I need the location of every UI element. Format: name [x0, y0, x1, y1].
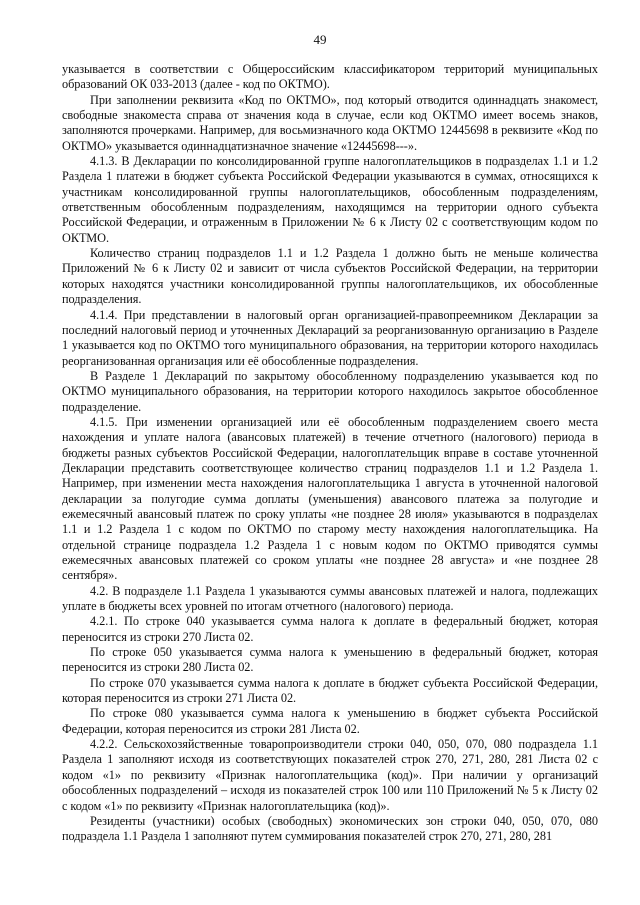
paragraph-4-2: 4.2. В подразделе 1.1 Раздела 1 указываются суммы авансовых платежей и налога, подлежащих уплате в бюджеты всех уровней по итогам отчетного (налогового) периода.: [62, 583, 598, 614]
paragraph-line-050: По строке 050 указывается сумма налога к уменьшению в федеральный бюджет, которая переносится из строки 280 Листа 02.: [62, 645, 598, 675]
paragraph-oktmo-fill-rule: При заполнении реквизита «Код по ОКТМО», под который отводится одиннадцать знакомест, свободные знакоместа справа от значения кода в случае, если код ОКТМО имеет восемь знаков, заполняются прочерками. Например, для восьмизначного кода ОКТМО 12445698 в реквизите «Код по ОКТМО» указывается одиннадцатизначное значение «12445698---».: [62, 92, 598, 153]
paragraph-line-070: По строке 070 указывается сумма налога к доплате в бюджет субъекта Российской Федерации, которая переносится из строки 271 Листа 02.: [62, 675, 598, 706]
paragraph-4-2-2: 4.2.2. Сельскохозяйственные товаропроизводители строки 040, 050, 070, 080 подраздела 1.1 Раздела 1 заполняют исходя из соответствующих показателей строк 270, 271, 280, 281 Листа 02 с кодом «1» по реквизиту «Признак налогоплательщика (код)». При наличии у организаций обособленных подразделений – исходя из показателей строк 100 или 110 Приложений № 5 к Листу 02 с кодом «1» по реквизиту «Признак налогоплательщика (код)».: [62, 737, 598, 813]
paragraph-okato-continuation: указывается в соответствии с Общероссийским классификатором территорий муниципальных образований ОК 033-2013 (далее - код по ОКТМО).: [62, 62, 598, 92]
paragraph-line-080: По строке 080 указывается сумма налога к уменьшению в бюджет субъекта Российской Федерации, которая переносится из строки 281 Листа 02.: [62, 706, 598, 736]
paragraph-4-1-3: 4.1.3. В Декларации по консолидированной группе налогоплательщиков в подразделах 1.1 и 1.2 Раздела 1 платежи в бюджет субъекта Российской Федерации указываются в суммах, относящихся к участникам консолидированной группы налогоплательщиков, обособленным подразделениям, ответственным обособленным подразделениям, находящимся на территории одного субъекта Российской Федерации, и отраженным в Приложении № 6 к Листу 02 с соответствующим кодом по ОКТМО.: [62, 154, 598, 245]
paragraph-residents-sez: Резиденты (участники) особых (свободных) экономических зон строки 040, 050, 070, 080 подраздела 1.1 Раздела 1 заполняют путем суммирования показателей строк 270, 271, 280, 281: [62, 813, 598, 844]
document-body: [62, 62, 598, 845]
page-number: 49: [313, 32, 327, 47]
paragraph-page-count: Количество страниц подразделов 1.1 и 1.2 Раздела 1 должно быть не меньше количества Приложений № 6 к Листу 02 и зависит от числа субъектов Российской Федерации, на территории которых находятся участники консолидированной группы налогоплательщиков, их обособленные подразделения.: [62, 246, 598, 307]
paragraph-4-1-5: 4.1.5. При изменении организацией или её обособленным подразделением своего места нахождения и уплате налога (авансовых платежей) в течение отчетного (налогового) периода в бюджеты разных субъектов Российской Федерации, налогоплательщик вправе в составе уточненной Декларации представить соответствующее количество страниц подразделов 1.1 и 1.2 Раздела 1. Например, при изменении места нахождения налогоплательщика 1 августа в уточненной налоговой декларации за полугодие сумма доплаты (уменьшения) авансового платежа за полугодие и ежемесячный авансовый платеж по сроку уплаты «не позднее 28 июля» указываются в подразделах 1.1 и 1.2 Раздела 1 с кодом по ОКТМО по старому месту нахождения налогоплательщика. На отдельной странице подраздела 1.2 Раздела 1 с новым кодом по ОКТМО приводятся суммы ежемесячных авансовых платежей со сроком уплаты «не позднее 28 августа» и «не позднее 28 сентября».: [62, 414, 598, 583]
paragraph-closed-subdivision: В Разделе 1 Деклараций по закрытому обособленному подразделению указывается код по ОКТМО муниципального образования, на территории которого находилось закрытое обособленное подразделение.: [62, 368, 598, 414]
paragraph-4-2-1: 4.2.1. По строке 040 указывается сумма налога к доплате в федеральный бюджет, которая переносится из строки 270 Листа 02.: [62, 614, 598, 644]
paragraph-4-1-4: 4.1.4. При представлении в налоговый орган организацией-правопреемником Декларации за последний налоговый период и уточненных Деклараций за реорганизованную организацию в Разделе 1 указывается код по ОКТМО того муниципального образования, на территории которого находилась реорганизованная организация или её обособленные подразделения.: [62, 307, 598, 368]
